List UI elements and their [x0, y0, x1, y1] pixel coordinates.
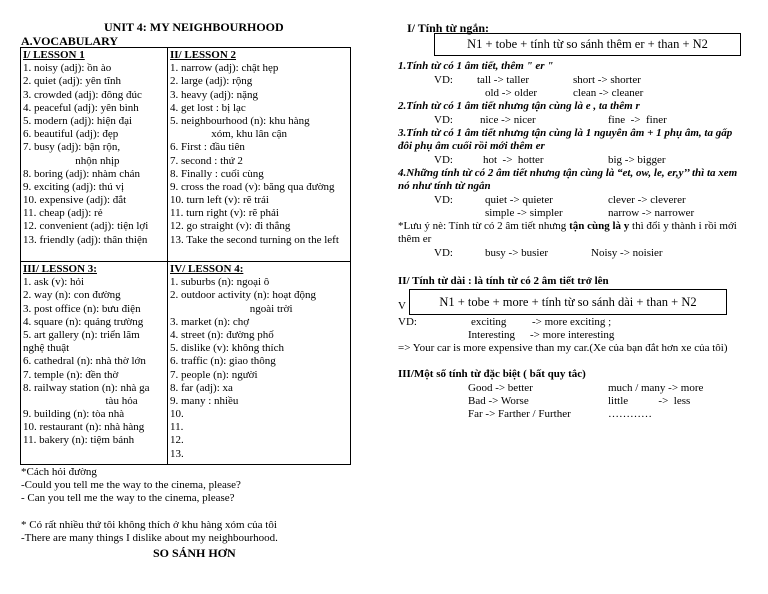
example-label: VD:: [434, 154, 453, 166]
vocab-item: 9. exciting (adj): thú vị: [23, 180, 125, 193]
long-adj-heading: II/ Tính từ dài : là tính từ có 2 âm tiết trở lên: [398, 275, 609, 287]
note-line: -There are many things I dislike about my neighbourhood.: [21, 532, 278, 544]
vocab-item: 10.: [170, 408, 184, 421]
vocab-item: 13. Take the second turning on the left: [170, 233, 339, 246]
vocab-item: 10. restaurant (n): nhà hàng: [23, 421, 145, 434]
example: tall -> taller: [477, 74, 530, 86]
special-item: …………: [608, 408, 652, 420]
vocab-item: 5. modern (adj): hiện đại: [23, 114, 133, 127]
vocab-item: 11. cheap (adj): rẻ: [23, 207, 103, 220]
special-item: little -> less: [608, 395, 691, 407]
vocab-item: 4. street (n): đường phố: [170, 328, 274, 341]
vocab-item: 2. quiet (adj): yên tĩnh: [23, 75, 122, 88]
vocab-item: 5. dislike (v): không thích: [170, 342, 284, 355]
vocab-item: nhộn nhịp: [23, 154, 120, 167]
example: -> more exciting ;: [532, 316, 612, 328]
special-item: much / many -> more: [608, 382, 704, 394]
lesson4-cell: [168, 262, 351, 465]
vocab-item: 3. post office (n): bưu điện: [23, 302, 141, 315]
vocab-item: 4. square (n): quảng trường: [23, 315, 144, 328]
short-adj-heading: I/ Tính từ ngắn:: [407, 21, 490, 35]
vocab-item: 13.: [170, 447, 184, 460]
vocab-item: 7. busy (adj): bận rộn,: [23, 141, 121, 154]
vocab-item: 10. expensive (adj): đắt: [23, 194, 127, 207]
example: fine -> finer: [608, 114, 667, 126]
vocab-item: 8. Finally : cuối cùng: [170, 167, 264, 180]
vocab-item: 5. neighbourhood (n): khu hàng: [170, 114, 310, 127]
short-formula-box: [434, 33, 741, 56]
rule1: 1.Tính từ có 1 âm tiết, thêm " er ": [398, 60, 554, 72]
vocab-item: tàu hỏa: [23, 394, 138, 407]
example: busy -> busier: [485, 247, 549, 259]
vocab-item: 3. market (n): chợ: [170, 315, 250, 328]
vocab-item: 9. building (n): tòa nhà: [23, 408, 125, 421]
vocab-item: 3. crowded (adj): đông đúc: [23, 88, 142, 101]
lesson3-cell: [21, 262, 168, 465]
long-formula: N1 + tobe + more + tính từ so sánh dài + than + N2: [439, 295, 697, 309]
vocab-item: 7. people (n): người: [170, 368, 258, 381]
example: quiet -> quieter: [485, 194, 553, 206]
vocabulary-table: [20, 47, 351, 465]
example: hot -> hotter: [483, 154, 544, 166]
example-label: VD:: [434, 247, 453, 259]
example: nice -> nicer: [480, 114, 536, 126]
vocab-item: 1. suburbs (n): ngoại ô: [170, 276, 270, 289]
lesson1-heading: I/ LESSON 1: [23, 49, 85, 61]
example: old -> older: [485, 87, 538, 99]
vocab-item: 9. cross the road (v): băng qua đường: [170, 180, 335, 193]
note-line: * Có rất nhiều thứ tôi không thích ở khu hàng xóm của tôi: [21, 518, 277, 531]
example: big -> bigger: [608, 154, 666, 166]
example: short -> shorter: [573, 74, 641, 86]
vocab-item: 11. turn right (v): rẽ phải: [170, 207, 279, 220]
rule3: 3.Tính từ có 1 âm tiết nhưng tận cùng là 1 nguyên âm + 1 phụ âm, ta gấp đôi phụ âm cuối rồi mới thêm er: [398, 127, 733, 153]
note-line: *Cách hỏi đường: [21, 466, 97, 478]
short-formula: N1 + tobe + tính từ so sánh thêm er + than + N2: [467, 37, 708, 51]
vocab-item: 4. get lost : bị lạc: [170, 101, 246, 114]
note-post: thì đổi y thành i rồi mới thêm er: [398, 220, 737, 246]
vocab-item: 2. way (n): con đường: [23, 289, 121, 302]
example: Noisy -> noisier: [591, 247, 663, 259]
vocab-item: 7. second : thứ 2: [170, 154, 243, 167]
vocab-item: 9. many : nhiều: [170, 394, 239, 407]
comparison-title: SO SÁNH HƠN: [153, 546, 236, 560]
example: clever -> cleverer: [608, 194, 686, 206]
example: simple -> simpler: [485, 207, 563, 219]
rule2: 2.Tính từ có 1 âm tiết nhưng tận cùng là e , ta thêm r: [398, 100, 640, 112]
vocab-item: 11. bakery (n): tiệm bánh: [23, 434, 135, 447]
special-item: Far -> Farther / Further: [468, 408, 571, 420]
example: clean -> cleaner: [573, 87, 644, 99]
example: exciting: [471, 316, 507, 328]
vocab-item: 2. outdoor activity (n): hoạt động: [170, 289, 317, 302]
special-item: Bad -> Worse: [468, 395, 529, 407]
vocab-item: 12.: [170, 434, 184, 447]
vocab-item: ngoài trời: [170, 302, 293, 315]
vocab-item: 12. convenient (adj): tiện lợi: [23, 220, 149, 233]
long-prefix: V: [398, 300, 406, 312]
vocab-item: 6. traffic (n): giao thông: [170, 355, 276, 368]
example-label: VD:: [398, 316, 417, 328]
long-formula-box: [409, 289, 727, 315]
lesson2-cell: [168, 48, 351, 262]
note-line: -Could you tell me the way to the cinema, please?: [21, 479, 241, 492]
rule4: 4.Những tính từ có 2 âm tiết nhưng tận cùng là “et, ow, le, er,y’’ thì ta xem nó như tính từ ngắn: [398, 167, 738, 193]
vocab-item: 11.: [170, 421, 184, 434]
example: -> more interesting: [530, 329, 615, 341]
lesson4-heading: IV/ LESSON 4:: [170, 263, 244, 275]
vocab-item: 6. First : đầu tiên: [170, 141, 245, 154]
lesson2-heading: II/ LESSON 2: [170, 49, 237, 61]
vocab-item: 6. cathedral (n): nhà thờ lớn: [23, 355, 146, 368]
note-line: [21, 506, 278, 519]
long-example-sentence: => Your car is more expensive than my car.(Xe của bạn đắt hơn xe của tôi): [398, 342, 728, 354]
example: narrow -> narrower: [608, 207, 695, 219]
vocab-item: 3. heavy (adj): nặng: [170, 88, 258, 101]
note-pre: *Lưu ý nè: Tính từ có 2 âm tiết nhưng: [398, 220, 570, 232]
vocab-item: 1. narrow (adj): chật hẹp: [170, 62, 279, 75]
vocab-item: 8. far (adj): xa: [170, 381, 233, 394]
example-label: VD:: [434, 114, 453, 126]
vocab-item: 8. railway station (n): nhà ga: [23, 381, 150, 394]
vocab-item: 5. art gallery (n): triển lãm: [23, 328, 140, 341]
example-label: VD:: [434, 74, 453, 86]
vocab-item: 4. peaceful (adj): yên bình: [23, 101, 139, 114]
special-item: Good -> better: [468, 382, 533, 394]
vocab-item: 1. ask (v): hỏi: [23, 276, 85, 289]
note-bold: tận cùng là y: [569, 220, 630, 232]
unit-title: UNIT 4: MY NEIGHBOURHOOD: [104, 20, 284, 34]
special-heading: III/Một số tính từ đặc biệt ( bất quy tắc): [398, 368, 586, 380]
note-y-ending: [398, 220, 743, 246]
vocab-item: 7. temple (n): đền thờ: [23, 368, 119, 381]
note-line: - Can you tell me the way to the cinema, please?: [21, 492, 235, 505]
notes-block: [21, 466, 278, 545]
vocab-item: 2. large (adj): rộng: [170, 75, 253, 88]
vocab-item: nghệ thuật: [23, 342, 70, 355]
vocab-item: 10. turn left (v): rẽ trái: [170, 194, 269, 207]
vocab-item: 1. noisy (adj): ồn ào: [23, 62, 112, 75]
example-label: VD:: [434, 194, 453, 206]
vocab-item: 6. beautiful (adj): đẹp: [23, 128, 119, 141]
vocab-item: 12. go straight (v): đi thẳng: [170, 220, 291, 233]
vocab-item: 13. friendly (adj): thân thiện: [23, 233, 148, 246]
lesson1-cell: [21, 48, 168, 262]
lesson3-heading: III/ LESSON 3:: [23, 263, 97, 275]
vocab-item: 8. boring (adj): nhàm chán: [23, 167, 140, 180]
section-vocabulary: A.VOCABULARY: [21, 34, 119, 48]
vocab-item: xóm, khu lân cận: [170, 128, 288, 141]
example: Interesting: [468, 329, 516, 341]
